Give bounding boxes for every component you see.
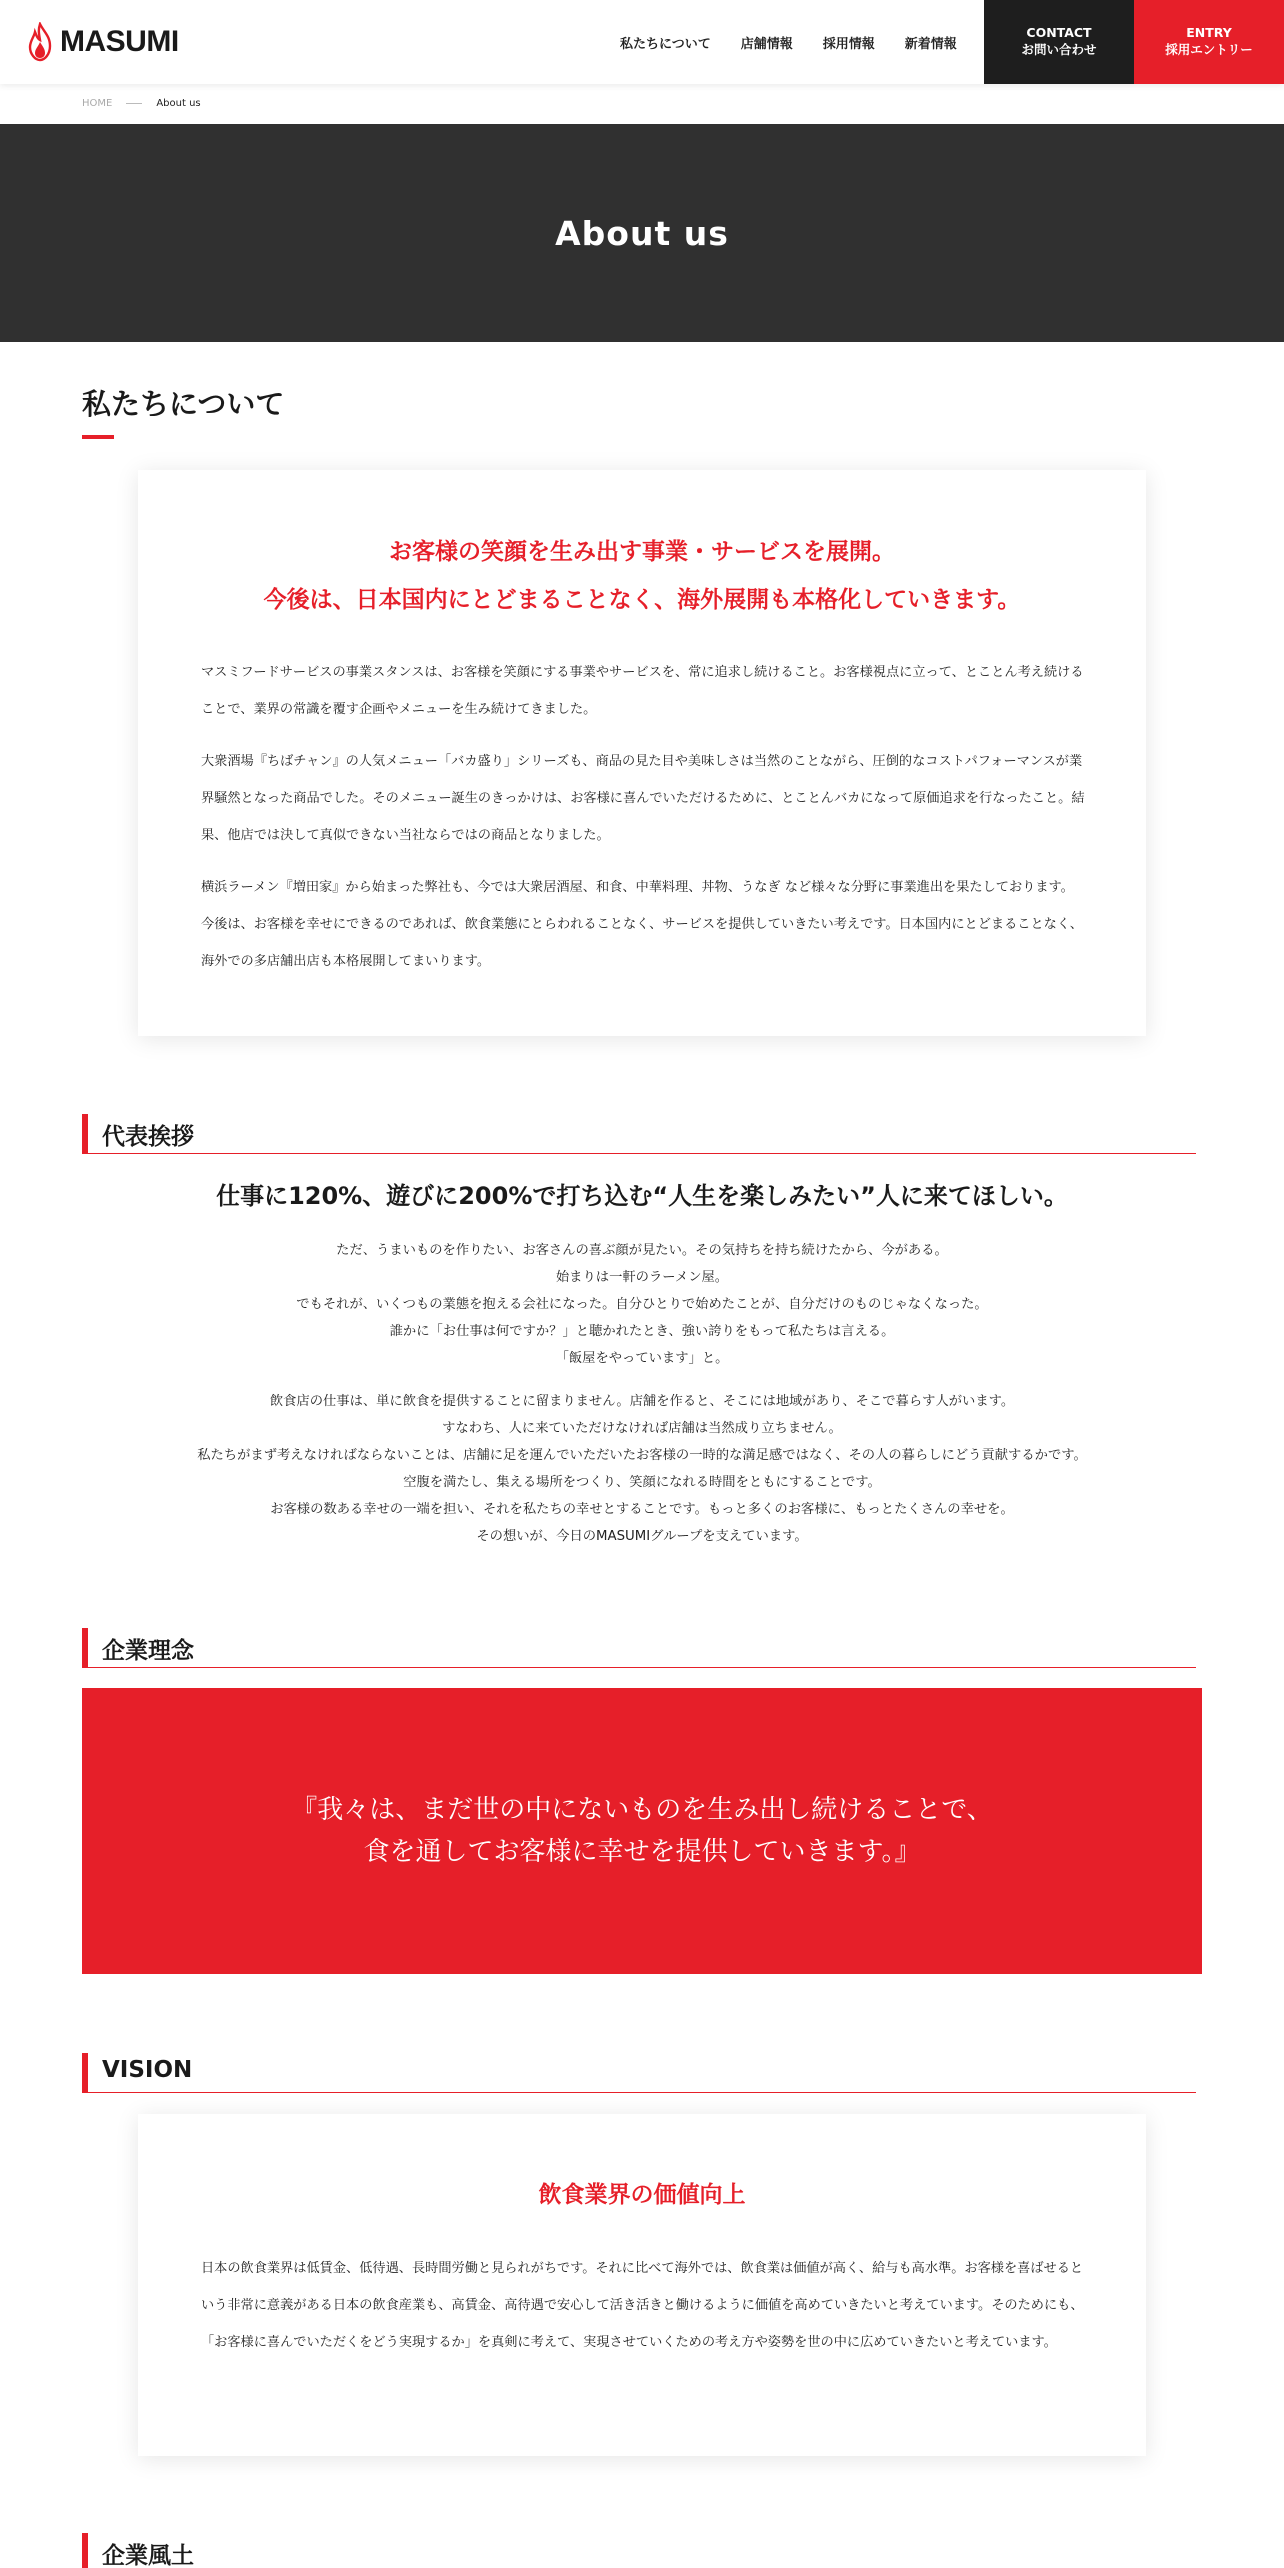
vision-heading-label: VISION — [102, 2057, 193, 2083]
about-card — [138, 470, 1146, 1036]
nav-news[interactable]: 新着情報 — [904, 36, 957, 52]
entry-label-en: ENTRY — [1186, 25, 1232, 41]
about-body — [201, 654, 1085, 995]
greeting-line: 飲食店の仕事は、単に飲食を提供することに留まりません。店舗を作ると、そこには地域があり、そこで暮らす人がいます。 — [269, 1394, 1015, 1409]
logo-text: MASUMI — [60, 25, 179, 58]
greeting-heading — [82, 1114, 1196, 1154]
entry-button[interactable] — [1134, 0, 1284, 84]
nav-stores[interactable]: 店舗情報 — [740, 36, 793, 52]
section-title-underline — [82, 435, 114, 439]
philosophy-line-1: 『我々は、まだ世の中にないものを生み出し続けることで、 — [291, 1795, 993, 1825]
about-paragraph: 大衆酒場『ちばチャン』の人気メニュー「バカ盛り」シリーズも、商品の見た目や美味しさは当然のことながら、圧倒的なコストパフォーマンスが業界騒然となった商品でした。そのメニュー誕生のきっかけは、お客様に喜んでいただけるために、とことんバカになって原価追求を行なったこと。結果、他店では決して真似できない当社ならではの商品となりました。 — [201, 754, 1085, 843]
contact-button[interactable] — [984, 0, 1134, 84]
global-nav — [600, 0, 987, 84]
greeting-title: 仕事に120%、遊びに200%で打ち込む“人生を楽しみたい”人に来てほしい。 — [216, 1182, 1068, 1210]
greeting-line: 誰かに「お仕事は何ですか？」と聴かれたとき、強い誇りをもって私たちは言える。 — [389, 1324, 895, 1339]
heading-accent-bar — [82, 1628, 88, 1668]
philosophy-line-2: 食を通してお客様に幸せを提供していきます。』 — [363, 1837, 921, 1867]
vision-card — [138, 2114, 1146, 2456]
greeting-line: 私たちがまず考えなければならないことは、店舗に足を運んでいただいたお客様の一時的な満足感ではなく、その人の暮らしにどう貢献するかです。 — [197, 1448, 1087, 1463]
nav-about[interactable]: 私たちについて — [620, 36, 711, 52]
about-paragraph: マスミフードサービスの事業スタンスは、お客様を笑顔にする事業やサービスを、常に追求し続けること。お客様視点に立って、とことん考え続けることで、業界の常識を覆す企画やメニューを生み続けてきました。 — [201, 665, 1084, 717]
greeting-line: その想いが、今日のMASUMIグループを支えています。 — [476, 1529, 808, 1544]
greeting-line: お客様の数ある幸せの一端を担い、それを私たちの幸せとすることです。もっと多くのお客様に、もっとたくさんの幸せを。 — [270, 1502, 1014, 1517]
about-lead-line-2: 今後は、日本国内にとどまることなく、海外展開も本格化していきます。 — [263, 587, 1021, 613]
flame-logo-icon — [26, 22, 54, 62]
greeting-heading-label: 代表挨拶 — [102, 1124, 194, 1150]
breadcrumb-home[interactable]: HOME — [82, 98, 113, 109]
greeting-line: すなわち、人に来ていただけなければ店舗は当然成り立ちません。 — [442, 1421, 842, 1436]
breadcrumb-current: About us — [156, 98, 201, 109]
culture-heading — [82, 2533, 1196, 2568]
about-lead-line-1: お客様の笑顔を生み出す事業・サービスを展開。 — [389, 539, 895, 565]
contact-label-jp: お問い合わせ — [1021, 42, 1097, 57]
logo[interactable] — [26, 20, 179, 64]
breadcrumb — [82, 98, 201, 109]
culture-heading-label: 企業風土 — [102, 2543, 194, 2568]
greeting-line: 始まりは一軒のラーメン屋。 — [555, 1270, 729, 1285]
about-section-title: 私たちについて — [82, 387, 285, 421]
greeting-block-1 — [0, 1237, 1284, 1372]
nav-recruit[interactable]: 採用情報 — [822, 36, 875, 52]
contact-label-en: CONTACT — [1026, 25, 1092, 41]
heading-accent-bar — [82, 1114, 88, 1154]
entry-label-jp: 採用エントリー — [1165, 42, 1253, 57]
page-hero — [0, 124, 1284, 342]
greeting-line: 「飯屋をやっています」と。 — [555, 1351, 729, 1366]
page-title: About us — [555, 213, 729, 253]
vision-body: 日本の飲食業界は低賃金、低待遇、長時間労働と見られがちです。それに比べて海外では、飲食業は価値が高く、給与も高水準。お客様を喜ばせるという非常に意義がある日本の飲食産業も、高賃金、高待遇で安心して活き活きと働けるように価値を高めていきたいと考えています。そのためにも、「お客様に喜んでいただくをどう実現するか」を真剣に考えて、実現させていくための考え方や姿勢を世の中に広めていきたいと考えています。 — [201, 2261, 1084, 2350]
vision-heading — [82, 2053, 1196, 2093]
greeting-block-2 — [0, 1388, 1284, 1550]
philosophy-banner — [82, 1688, 1202, 1974]
greeting-line: ただ、うまいものを作りたい、お客さんの喜ぶ顔が見たい。その気持ちを持ち続けたから、今がある。 — [336, 1243, 948, 1258]
greeting-line: でもそれが、いくつもの業態を抱える会社になった。自分ひとりで始めたことが、自分だけのものじゃなくなった。 — [296, 1297, 988, 1312]
vision-title: 飲食業界の価値向上 — [538, 2182, 746, 2208]
philosophy-heading-label: 企業理念 — [102, 1638, 194, 1664]
breadcrumb-separator — [126, 103, 142, 104]
philosophy-heading — [82, 1628, 1196, 1668]
about-lead — [138, 528, 1146, 624]
heading-accent-bar — [82, 2533, 88, 2568]
about-paragraph: 横浜ラーメン『増田家』から始まった弊社も、今では大衆居酒屋、和食、中華料理、丼物、うなぎ など様々な分野に事業進出を果たしております。今後は、お客様を幸せにできるのであれば、飲食業態にとらわれることなく、サービスを提供していきたい考えです。日本国内にとどまることなく、海外での多店舗出店も本格展開してまいります。 — [201, 880, 1083, 969]
heading-accent-bar — [82, 2053, 88, 2093]
greeting-line: 空腹を満たし、集える場所をつくり、笑顔になれる時間をともにすることです。 — [403, 1475, 881, 1490]
site-header — [0, 0, 1284, 84]
